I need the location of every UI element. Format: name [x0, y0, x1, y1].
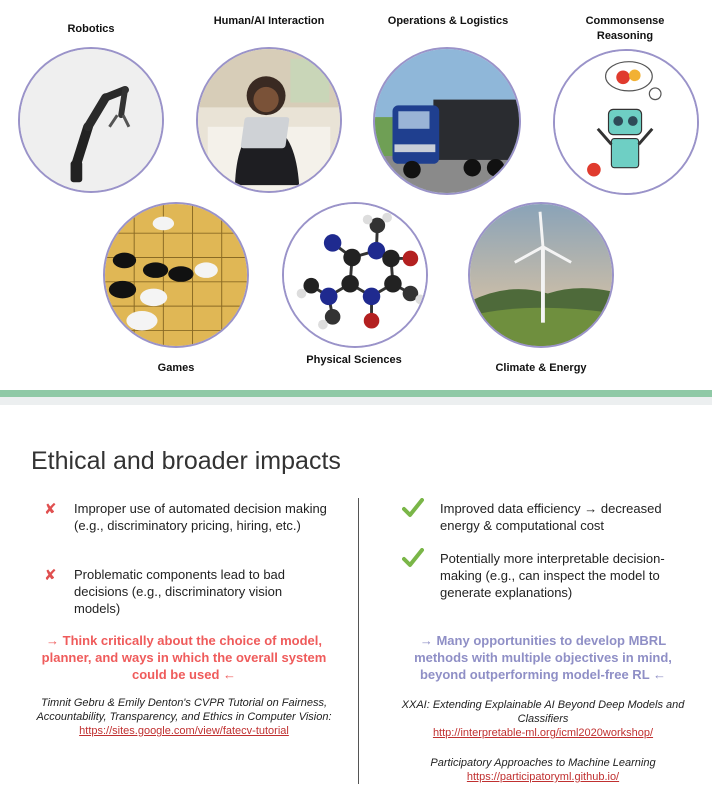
reference-text: Timnit Gebru & Emily Denton's CVPR Tutorial on Fairness, Accountability, Transparency, and Ethics in Computer Vision: — [36, 697, 332, 723]
positive-reference — [400, 756, 686, 784]
column-divider — [358, 498, 359, 784]
robotics-image — [18, 47, 164, 193]
caption-games: Games — [157, 362, 195, 374]
reference-text: XXAI: Extending Explainable AI Beyond Deep Models and Classifiers — [401, 699, 685, 725]
caption-operations: Operations & Logistics — [387, 15, 509, 27]
molecule-icon — [284, 204, 426, 346]
robot-thinking-icon — [555, 51, 697, 193]
wind-turbine-icon — [470, 204, 612, 346]
operations-image — [373, 47, 521, 195]
caption-human-ai: Human/AI Interaction — [213, 15, 325, 27]
commonsense-image — [553, 49, 699, 195]
caption-robotics: Robotics — [67, 23, 115, 35]
reference-text: Participatory Approaches to Machine Learning — [430, 757, 656, 769]
positive-item: Improved data efficiency → decreased energy & computational cost — [440, 501, 662, 533]
positive-item: Potentially more interpretable decision-making (e.g., can inspect the model to generate explanations) — [440, 551, 665, 600]
positive-callout: → Many opportunities to develop MBRL methods with multiple objectives in mind, beyond outperforming model-free RL ← — [414, 633, 672, 682]
applications-panel — [0, 0, 712, 392]
negative-item: Problematic components lead to bad decisions (e.g., discriminatory vision models) — [74, 567, 286, 616]
human-ai-image — [196, 47, 342, 193]
go-board-icon — [105, 204, 247, 346]
divider-band-shadow — [0, 397, 712, 405]
physical-sciences-image — [282, 202, 428, 348]
positive-reference — [400, 698, 686, 740]
section-title: Ethical and broader impacts — [31, 447, 341, 475]
negative-reference — [36, 696, 332, 738]
reference-link[interactable]: http://interpretable-ml.org/icml2020workshop/ — [432, 727, 654, 739]
robot-arm-icon — [20, 49, 162, 191]
divider-band — [0, 390, 712, 397]
reference-link[interactable]: https://participatoryml.github.io/ — [466, 771, 620, 783]
caption-climate: Climate & Energy — [495, 362, 587, 374]
climate-image — [468, 202, 614, 348]
check-icon — [402, 498, 424, 518]
cross-icon: ✘ — [44, 567, 57, 584]
check-icon — [402, 548, 424, 568]
games-image — [103, 202, 249, 348]
caption-physical-sciences: Physical Sciences — [306, 354, 402, 366]
caption-commonsense: Commonsense Reasoning — [585, 15, 665, 42]
negative-callout: → Think critically about the choice of model, planner, and ways in which the overall system could be used ← — [41, 633, 327, 682]
truck-icon — [375, 49, 519, 193]
cross-icon: ✘ — [44, 501, 57, 518]
negative-item: Improper use of automated decision making (e.g., discriminatory pricing, hiring, etc.) — [74, 501, 327, 533]
reference-link[interactable]: https://sites.google.com/view/fatecv-tutorial — [79, 725, 289, 737]
person-laptop-icon — [198, 49, 340, 191]
